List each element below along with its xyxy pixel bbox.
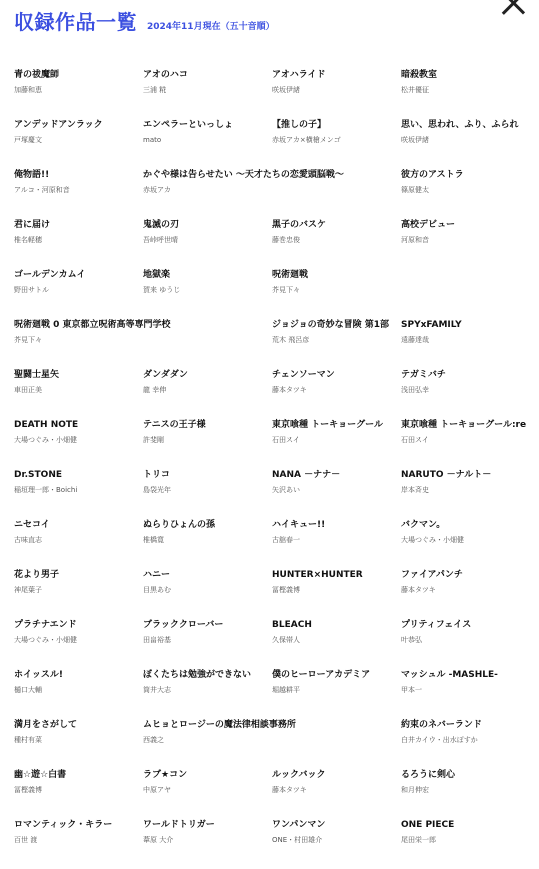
work-title[interactable]: ハイキュー!! bbox=[272, 520, 326, 530]
work-title[interactable]: 暗殺教室 bbox=[401, 70, 438, 80]
work-item bbox=[272, 619, 401, 669]
work-title[interactable]: 地獄楽 bbox=[143, 270, 171, 280]
work-item bbox=[401, 669, 530, 719]
work-author: 古味直志 bbox=[14, 536, 42, 544]
work-author: 葦原 大介 bbox=[143, 836, 174, 844]
work-title[interactable]: ぬらりひょんの孫 bbox=[143, 520, 216, 530]
work-item bbox=[14, 519, 143, 569]
work-author: 堀越耕平 bbox=[272, 686, 300, 694]
work-author: 咲坂伊緒 bbox=[401, 136, 429, 144]
work-item bbox=[143, 69, 272, 119]
work-title[interactable]: NANA －ナナ－ bbox=[272, 470, 341, 480]
work-author: 種村有菜 bbox=[14, 736, 42, 744]
work-title[interactable]: ブラッククローバー bbox=[143, 620, 224, 630]
work-item bbox=[14, 69, 143, 119]
work-title[interactable]: 高校デビュー bbox=[401, 220, 456, 230]
work-item bbox=[401, 519, 530, 569]
work-author: 島袋光年 bbox=[143, 486, 171, 494]
work-item bbox=[401, 619, 530, 669]
work-title[interactable]: チェンソーマン bbox=[272, 370, 335, 380]
work-title[interactable]: バクマン。 bbox=[401, 520, 446, 530]
work-title[interactable]: DEATH NOTE bbox=[14, 420, 79, 430]
work-title[interactable]: Dr.STONE bbox=[14, 470, 62, 480]
work-item bbox=[272, 369, 401, 419]
work-item bbox=[272, 419, 401, 469]
work-title[interactable]: 彼方のアストラ bbox=[401, 170, 464, 180]
work-title[interactable]: アンデッドアンラック bbox=[14, 120, 103, 130]
work-item bbox=[143, 469, 272, 519]
work-author: 大場つぐみ・小畑健 bbox=[14, 636, 77, 644]
work-title[interactable]: ジョジョの奇妙な冒険 第1部 bbox=[272, 320, 390, 330]
work-author: 赤坂アカ bbox=[143, 186, 171, 194]
work-item bbox=[14, 319, 272, 369]
work-author: 大場つぐみ・小畑健 bbox=[14, 436, 77, 444]
work-title[interactable]: ラブ★コン bbox=[143, 770, 188, 780]
work-title[interactable]: エンペラーといっしょ bbox=[143, 120, 234, 130]
page-header bbox=[14, 6, 275, 40]
work-author: 車田正美 bbox=[14, 386, 42, 394]
work-item bbox=[14, 369, 143, 419]
work-title[interactable]: 僕のヒーローアカデミア bbox=[272, 670, 371, 680]
work-item bbox=[143, 119, 272, 169]
work-item bbox=[14, 169, 143, 219]
work-title[interactable]: アオのハコ bbox=[143, 70, 188, 80]
work-item bbox=[14, 219, 143, 269]
work-title[interactable]: ワールドトリガー bbox=[143, 820, 215, 830]
work-author: 百世 渡 bbox=[14, 836, 38, 844]
work-author: 大場つぐみ・小畑健 bbox=[401, 536, 464, 544]
work-author: 冨樫義博 bbox=[272, 586, 300, 594]
work-item bbox=[272, 319, 401, 369]
work-author: 篠原健太 bbox=[401, 186, 429, 194]
work-author: 古舘春一 bbox=[272, 536, 300, 544]
work-author: 藤巻忠俊 bbox=[272, 236, 300, 244]
work-author: 神尾葉子 bbox=[14, 586, 42, 594]
work-title[interactable]: アオハライド bbox=[272, 70, 326, 80]
work-author: 久保帯人 bbox=[272, 636, 300, 644]
work-author: 目黒あむ bbox=[143, 586, 171, 594]
work-title[interactable]: るろうに剣心 bbox=[401, 770, 456, 780]
work-author: 野田サトル bbox=[14, 286, 49, 294]
work-author: 許斐剛 bbox=[143, 436, 164, 444]
work-title[interactable]: 満月をさがして bbox=[14, 720, 78, 730]
work-author: 樋口大輔 bbox=[14, 686, 42, 694]
work-item bbox=[143, 519, 272, 569]
work-item bbox=[401, 119, 530, 169]
work-title[interactable]: トリコ bbox=[143, 470, 170, 480]
work-title[interactable]: プラチナエンド bbox=[14, 620, 77, 630]
work-item bbox=[14, 769, 143, 819]
work-item bbox=[401, 69, 530, 119]
work-item bbox=[272, 769, 401, 819]
work-title[interactable]: BLEACH bbox=[272, 620, 312, 630]
work-title[interactable]: 黒子のバスケ bbox=[272, 220, 327, 230]
work-author: 藤本タツキ bbox=[272, 386, 307, 394]
work-item bbox=[401, 169, 530, 219]
work-author: 椎橋寛 bbox=[143, 536, 164, 544]
work-title[interactable]: ファイアパンチ bbox=[401, 570, 463, 580]
work-title[interactable]: かぐや様は告らせたい ～天才たちの恋愛頭脳戦～ bbox=[143, 170, 344, 180]
work-item bbox=[401, 719, 530, 769]
work-author: 吾峠呼世晴 bbox=[143, 236, 178, 244]
work-item bbox=[143, 569, 272, 619]
work-item bbox=[143, 769, 272, 819]
work-item bbox=[143, 369, 272, 419]
work-title[interactable]: 約束のネバーランド bbox=[401, 720, 482, 730]
work-item bbox=[143, 419, 272, 469]
work-item bbox=[14, 419, 143, 469]
work-title[interactable]: 俺物語!! bbox=[14, 170, 50, 180]
work-author: 河原和音 bbox=[401, 236, 429, 244]
work-title[interactable]: 呪術廻戦 bbox=[272, 270, 309, 280]
work-author: 中原アヤ bbox=[143, 786, 171, 794]
work-author: 松井優征 bbox=[401, 86, 429, 94]
work-item bbox=[272, 119, 401, 169]
work-title[interactable]: 花より男子 bbox=[14, 570, 60, 580]
close-icon[interactable] bbox=[500, 0, 526, 16]
work-item bbox=[272, 469, 401, 519]
work-item bbox=[14, 569, 143, 619]
work-item bbox=[143, 669, 272, 719]
work-author: 田畠裕基 bbox=[143, 636, 171, 644]
work-author: アルコ・河原和音 bbox=[14, 186, 70, 194]
work-author: 芥見下々 bbox=[14, 336, 42, 344]
work-author: ONE・村田雄介 bbox=[272, 836, 323, 844]
page-title: 収録作品一覧 bbox=[14, 10, 137, 34]
work-title[interactable]: 東京喰種 トーキョーグール:re bbox=[401, 420, 527, 430]
work-author: 稲垣理一郎・Boichi bbox=[14, 486, 78, 494]
work-item bbox=[272, 219, 401, 269]
work-title[interactable]: ロマンティック・キラー bbox=[14, 820, 113, 830]
work-item bbox=[401, 769, 530, 819]
work-title[interactable]: HUNTER×HUNTER bbox=[272, 570, 363, 580]
work-title[interactable]: SPYxFAMILY bbox=[401, 320, 462, 330]
work-title[interactable]: ルックバック bbox=[272, 770, 326, 780]
work-title[interactable]: ONE PIECE bbox=[401, 820, 455, 830]
work-item bbox=[401, 319, 530, 369]
work-author: 藤本タツキ bbox=[401, 586, 436, 594]
work-author: 芥見下々 bbox=[272, 286, 300, 294]
work-author: mato bbox=[143, 136, 162, 144]
work-title[interactable]: ムヒョとロージーの魔法律相談事務所 bbox=[143, 720, 296, 730]
work-author: 遠藤達哉 bbox=[401, 336, 429, 344]
work-title[interactable]: プリティフェイス bbox=[401, 620, 472, 630]
work-author: 龍 幸伸 bbox=[143, 386, 167, 394]
work-author: 加藤和恵 bbox=[14, 86, 42, 94]
work-author: 筒井大志 bbox=[143, 686, 171, 694]
work-item bbox=[14, 719, 143, 769]
work-author: 藤本タツキ bbox=[272, 786, 307, 794]
work-author: 咲坂伊緒 bbox=[272, 86, 300, 94]
work-item bbox=[401, 819, 530, 869]
work-title[interactable]: ニセコイ bbox=[14, 520, 50, 530]
work-title[interactable]: テニスの王子様 bbox=[143, 420, 206, 430]
work-item bbox=[401, 369, 530, 419]
work-author: 荒木 飛呂彦 bbox=[272, 336, 310, 344]
work-item bbox=[14, 819, 143, 869]
work-title[interactable]: NARUTO －ナルト－ bbox=[401, 470, 492, 480]
work-author: 尾田栄一郎 bbox=[401, 836, 436, 844]
work-item bbox=[14, 119, 143, 169]
work-title[interactable]: 【推しの子】 bbox=[272, 120, 327, 130]
work-item bbox=[272, 819, 401, 869]
work-title[interactable]: ホイッスル! bbox=[14, 670, 63, 680]
works-grid bbox=[14, 69, 539, 869]
work-title[interactable]: 青の祓魔師 bbox=[14, 70, 60, 80]
work-item bbox=[401, 219, 530, 269]
work-author: 甲本一 bbox=[401, 686, 422, 694]
work-title[interactable]: 鬼滅の刃 bbox=[143, 220, 180, 230]
work-author: 三浦 糀 bbox=[143, 86, 167, 94]
work-author: 岸本斉史 bbox=[401, 486, 429, 494]
work-author: 西義之 bbox=[143, 736, 164, 744]
work-title[interactable]: ぼくたちは勉強ができない bbox=[143, 670, 252, 680]
work-item bbox=[14, 269, 143, 319]
work-author: 椎名軽穂 bbox=[14, 236, 42, 244]
work-title[interactable]: 君に届け bbox=[14, 220, 51, 230]
work-title[interactable]: 聖闘士星矢 bbox=[14, 370, 60, 380]
work-item bbox=[143, 719, 401, 769]
work-title[interactable]: ダンダダン bbox=[143, 370, 188, 380]
work-title[interactable]: マッシュル -MASHLE- bbox=[401, 670, 498, 680]
work-item bbox=[272, 69, 401, 119]
page-subtitle: 2024年11月現在（五十音順） bbox=[147, 22, 275, 32]
work-title[interactable]: テガミバチ bbox=[401, 370, 446, 380]
work-title[interactable]: 幽☆遊☆白書 bbox=[14, 770, 67, 780]
work-title[interactable]: 東京喰種 トーキョーグール bbox=[272, 420, 383, 430]
work-item bbox=[401, 569, 530, 619]
work-author: 白井カイウ・出水ぽすか bbox=[401, 736, 478, 744]
work-author: 冨樫義博 bbox=[14, 786, 42, 794]
work-author: 赤坂アカ×横槍メンゴ bbox=[272, 136, 341, 144]
work-author: 賀来 ゆうじ bbox=[143, 286, 181, 294]
work-item bbox=[272, 669, 401, 719]
work-item bbox=[143, 819, 272, 869]
work-author: 浅田弘幸 bbox=[401, 386, 429, 394]
work-author: 戸塚慶文 bbox=[14, 136, 42, 144]
work-title[interactable]: ワンパンマン bbox=[272, 820, 326, 830]
work-author: 叶恭弘 bbox=[401, 636, 422, 644]
work-item bbox=[272, 519, 401, 569]
work-item bbox=[272, 269, 401, 319]
work-author: 石田スイ bbox=[272, 436, 300, 444]
work-item bbox=[143, 169, 401, 219]
work-author: 和月伸宏 bbox=[401, 786, 429, 794]
work-item bbox=[401, 419, 530, 469]
work-item bbox=[272, 569, 401, 619]
work-author: 矢沢あい bbox=[272, 486, 300, 494]
work-author: 石田スイ bbox=[401, 436, 429, 444]
work-title[interactable]: ゴールデンカムイ bbox=[14, 270, 86, 280]
work-item bbox=[14, 619, 143, 669]
work-item bbox=[143, 219, 272, 269]
work-title[interactable]: 呪術廻戦 0 東京都立呪術高等専門学校 bbox=[14, 320, 171, 330]
work-item bbox=[401, 469, 530, 519]
work-item bbox=[14, 669, 143, 719]
work-item bbox=[143, 619, 272, 669]
work-title[interactable]: ハニー bbox=[143, 570, 171, 580]
work-item bbox=[143, 269, 272, 319]
work-item bbox=[14, 469, 143, 519]
work-title[interactable]: 思い、思われ、ふり、ふられ bbox=[401, 120, 519, 130]
